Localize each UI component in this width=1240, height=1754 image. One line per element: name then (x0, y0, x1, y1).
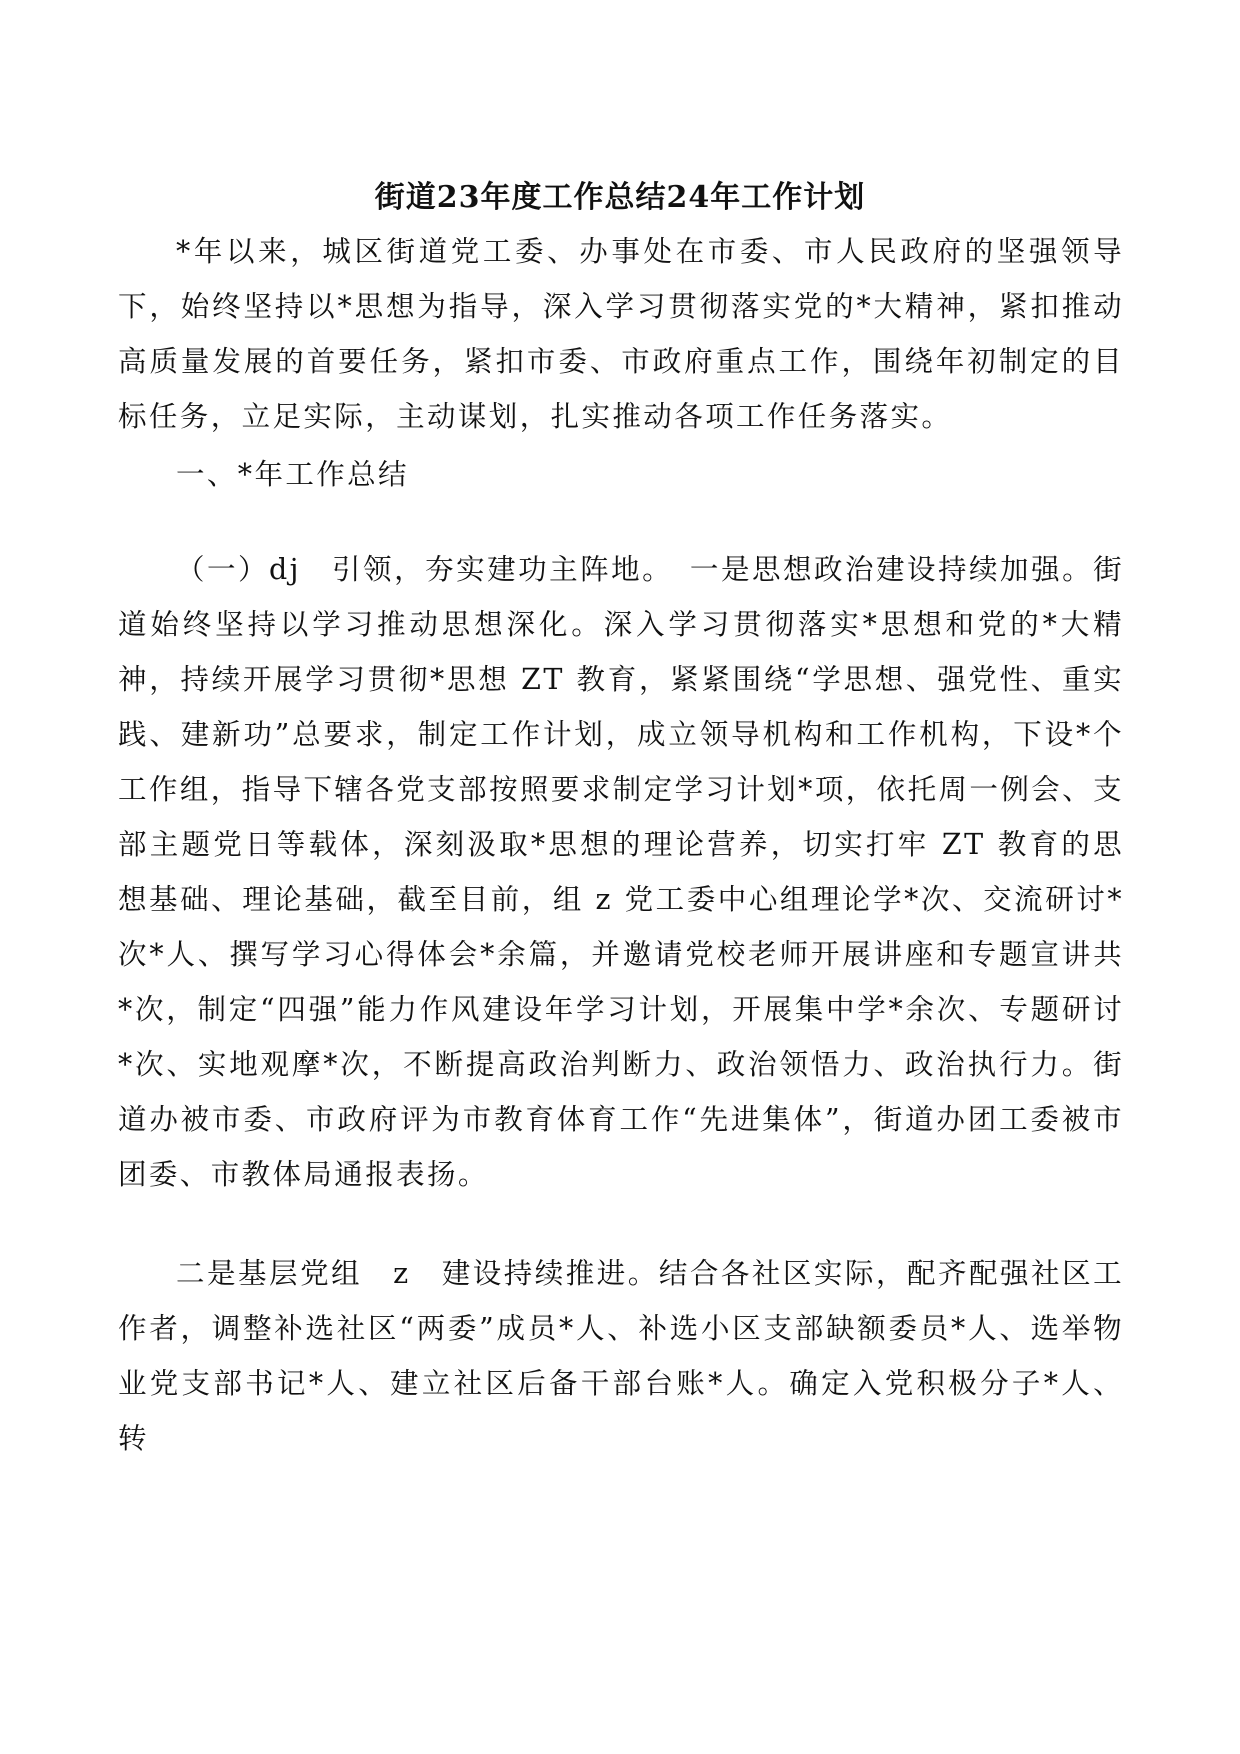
intro-paragraph: *年以来，城区街道党工委、办事处在市委、市人民政府的坚强领导下，始终坚持以*思想为指导，深入学习贯彻落实党的*大精神，紧扣推动高质量发展的首要任务，紧扣市委、市政府重点工作，围绕年初制定的目标任务，立足实际，主动谋划，扎实推动各项工作任务落实。 (118, 235, 1124, 433)
party-building-paragraph: 二是基层党组 z 建设持续推进。结合各社区实际，配齐配强社区工作者，调整补选社区“两委”成员*人、补选小区支部缺额委员*人、选举物业党支部书记*人、建立社区后备干部台账*人。确定入党积极分子*人、转 (118, 1257, 1124, 1455)
section-1-paragraph: （一）dj 引领，夯实建功主阵地。 一是思想政治建设持续加强。街道始终坚持以学习推动思想深化。深入学习贯彻落实*思想和党的*大精神，持续开展学习贯彻*思想 ZT 教育，紧紧围绕“学思想、强党性、重实践、建新功”总要求，制定工作计划，成立领导机构和工作机构，下设*个工作组，指导下辖各党支部按照要求制定学习计划*项，依托周一例会、支部主题党日等载体，深刻汲取*思想的理论营养，切实打牢 ZT 教育的思想基础、理论基础，截至目前，组 z 党工委中心组理论学*次、交流研讨*次*人、撰写学习心得体会*余篇，并邀请党校老师开展讲座和专题宣讲共*次，制定“四强”能力作风建设年学习计划，开展集中学*余次、专题研讨*次、实地观摩*次，不断提高政治判断力、政治领悟力、政治执行力。街道办被市委、市政府评为市教育体育工作“先进集体”，街道办团工委被市团委、市教体局通报表扬。 (118, 553, 1124, 1191)
document-title: 街道23年度工作总结24年工作计划 (374, 180, 866, 215)
section-heading-annual-summary: 一、*年工作总结 (176, 458, 409, 491)
